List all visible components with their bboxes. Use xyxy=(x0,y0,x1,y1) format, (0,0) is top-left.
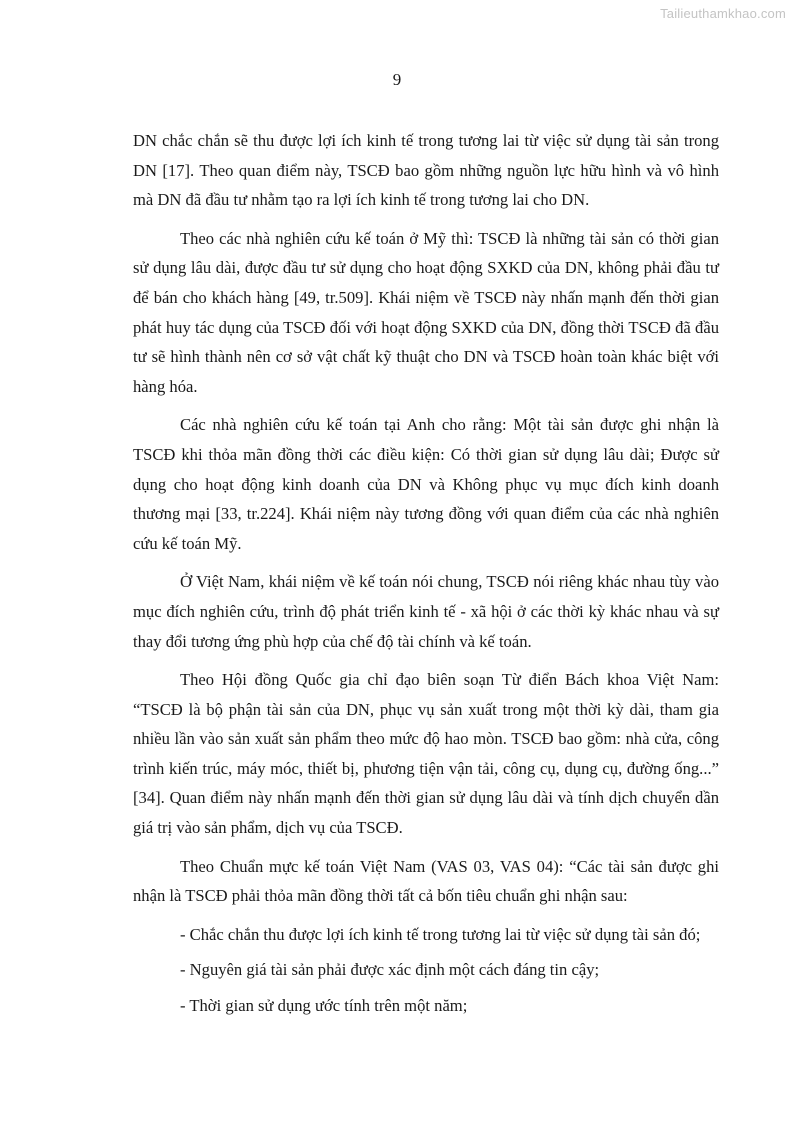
document-body xyxy=(133,126,719,1027)
paragraph-us-researchers: Theo các nhà nghiên cứu kế toán ở Mỹ thì: TSCĐ là những tài sản có thời gian sử dụng lâu dài, được đầu tư sử dụng cho hoạt động SXKD của DN, không phải đầu tư để bán cho khách hàng [49, tr.509]. Khái niệm về TSCĐ này nhấn mạnh đến thời gian phát huy tác dụng của TSCĐ đối với hoạt động SXKD của DN, đồng thời TSCĐ đã đầu tư sẽ hình thành nên cơ sở vật chất kỹ thuật cho DN và TSCĐ hoàn toàn khác biệt với hàng hóa. xyxy=(133,228,719,396)
watermark-text: Tailieuthamkhao.com xyxy=(660,6,786,21)
criteria-item-2: - Nguyên giá tài sản phải được xác định một cách đáng tin cậy; xyxy=(180,960,600,980)
paragraph-continuation: DN chắc chắn sẽ thu được lợi ích kinh tế trong tương lai từ việc sử dụng tài sản trong DN [17]. Theo quan điểm này, TSCĐ bao gồm những nguồn lực hữu hình và vô hình mà DN đã đầu tư nhằm tạo ra lợi ích kinh tế trong tương lai cho DN. xyxy=(133,131,719,210)
paragraph-encyclopedia-definition: Theo Hội đồng Quốc gia chỉ đạo biên soạn Từ điển Bách khoa Việt Nam: “TSCĐ là bộ phận tài sản của DN, phục vụ sản xuất trong một thời kỳ dài, tham gia nhiều lần vào sản xuất sản phẩm theo mức độ hao mòn. TSCĐ bao gồm: nhà cửa, công trình kiến trúc, máy móc, thiết bị, phương tiện vận tải, công cụ, dụng cụ, đường ống...” [34]. Quan điểm này nhấn mạnh đến thời gian sử dụng lâu dài và tính dịch chuyển dần giá trị vào sản phẩm, dịch vụ của TSCĐ. xyxy=(133,670,719,838)
criteria-item-1: - Chắc chắn thu được lợi ích kinh tế trong tương lai từ việc sử dụng tài sản đó; xyxy=(180,924,701,944)
paragraph-uk-researchers: Các nhà nghiên cứu kế toán tại Anh cho rằng: Một tài sản được ghi nhận là TSCĐ khi thỏa mãn đồng thời các điều kiện: Có thời gian sử dụng lâu dài; Được sử dụng cho hoạt động kinh doanh của DN và Không phục vụ mục đích kinh doanh thương mại [33, tr.224]. Khái niệm này tương đồng với quan điểm của các nhà nghiên cứu kế toán Mỹ. xyxy=(133,415,719,553)
paragraph-vietnam-context: Ở Việt Nam, khái niệm về kế toán nói chung, TSCĐ nói riêng khác nhau tùy vào mục đích nghiên cứu, trình độ phát triển kinh tế - xã hội ở các thời kỳ khác nhau và sự thay đổi tương ứng phù hợp của chế độ tài chính và kế toán. xyxy=(133,572,719,651)
criteria-item-3: - Thời gian sử dụng ước tính trên một năm; xyxy=(180,996,468,1016)
page-number: 9 xyxy=(392,70,402,89)
paragraph-vas-standard: Theo Chuẩn mực kế toán Việt Nam (VAS 03, VAS 04): “Các tài sản được ghi nhận là TSCĐ phải thỏa mãn đồng thời tất cả bốn tiêu chuẩn ghi nhận sau: xyxy=(133,856,719,906)
